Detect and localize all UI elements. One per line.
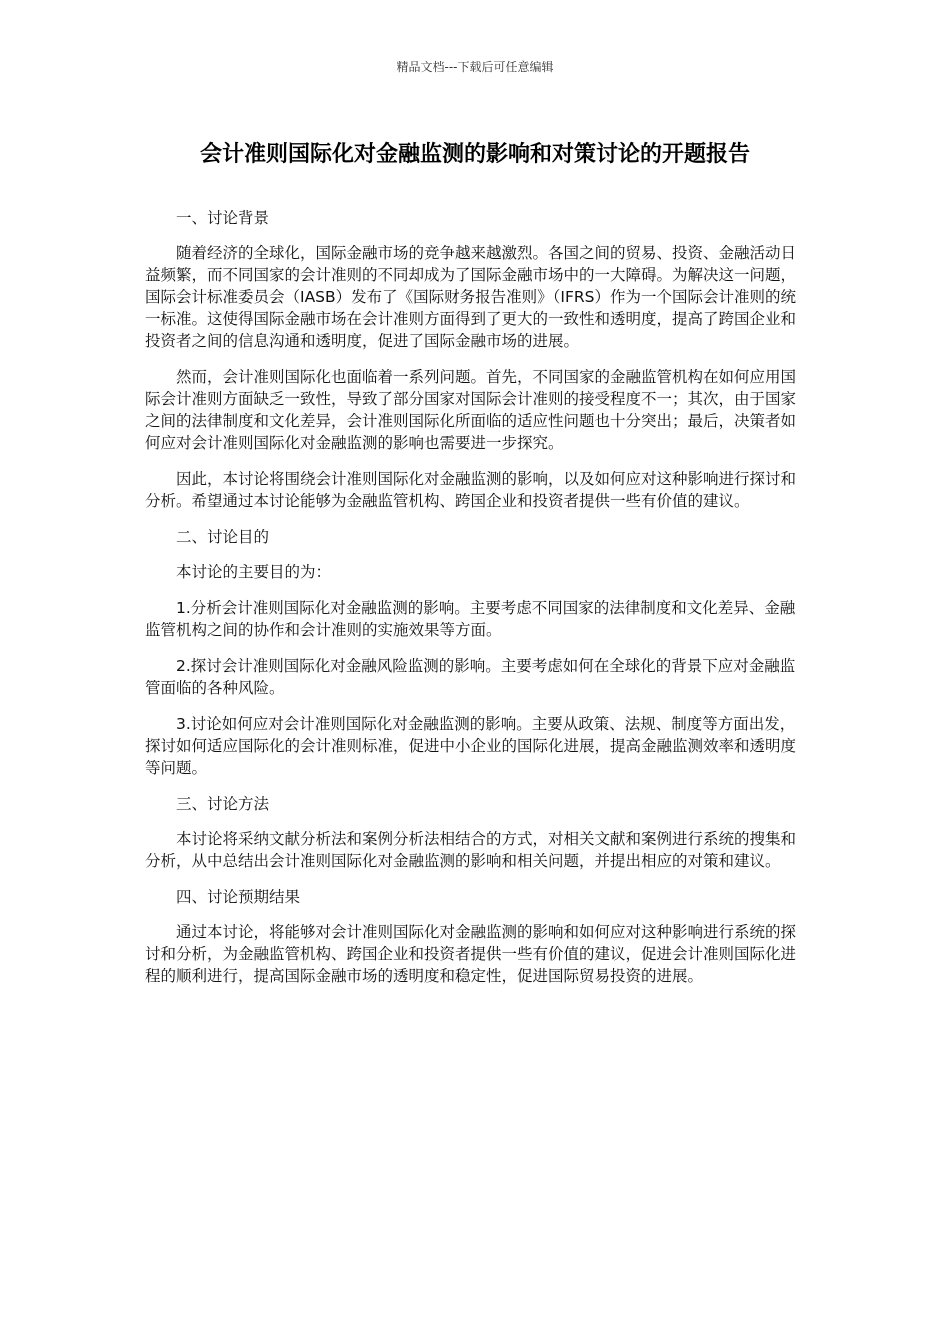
- page-header: 精品文档---下载后可任意编辑: [396, 60, 554, 74]
- paragraph: 本讨论的主要目的为：: [176, 563, 332, 581]
- document-title: 会计准则国际化对金融监测的影响和对策讨论的开题报告: [199, 142, 750, 167]
- list-item: 3.讨论如何应对会计准则国际化对金融监测的影响。主要从政策、法规、制度等方面出发，探讨如何适应国际化的会计准则标准，促进中小企业的国际化进展，提高金融监测效率和透明度等问题。: [145, 715, 797, 777]
- section-heading-purpose: 二、讨论目的: [176, 528, 270, 546]
- section-heading-background: 一、讨论背景: [176, 209, 270, 227]
- paragraph: 通过本讨论，将能够对会计准则国际化对金融监测的影响和如何应对这种影响进行系统的探讨和分析，为金融监管机构、跨国企业和投资者提供一些有价值的建议，促进会计准则国际化进程的顺利进行，提高国际金融市场的透明度和稳定性，促进国际贸易投资的进展。: [145, 923, 797, 985]
- paragraph: 然而，会计准则国际化也面临着一系列问题。首先，不同国家的金融监管机构在如何应用国际会计准则方面缺乏一致性，导致了部分国家对国际会计准则的接受程度不一；其次，由于国家之间的法律制度和文化差异，会计准则国际化所面临的适应性问题也十分突出；最后，决策者如何应对会计准则国际化对金融监测的影响也需要进一步探究。: [145, 368, 797, 452]
- document-body: [145, 207, 807, 1001]
- paragraph: 因此，本讨论将围绕会计准则国际化对金融监测的影响，以及如何应对这种影响进行探讨和分析。希望通过本讨论能够为金融监管机构、跨国企业和投资者提供一些有价值的建议。: [145, 470, 797, 510]
- section-heading-method: 三、讨论方法: [176, 795, 270, 813]
- section-heading-expected-results: 四、讨论预期结果: [176, 888, 301, 906]
- list-item: 2.探讨会计准则国际化对金融风险监测的影响。主要考虑如何在全球化的背景下应对金融监管面临的各种风险。: [145, 657, 796, 697]
- paragraph: 本讨论将采纳文献分析法和案例分析法相结合的方式，对相关文献和案例进行系统的搜集和分析，从中总结出会计准则国际化对金融监测的影响和相关问题，并提出相应的对策和建议。: [145, 830, 797, 870]
- list-item: 1.分析会计准则国际化对金融监测的影响。主要考虑不同国家的法律制度和文化差异、金融监管机构之间的协作和会计准则的实施效果等方面。: [145, 599, 796, 639]
- paragraph: 随着经济的全球化，国际金融市场的竞争越来越激烈。各国之间的贸易、投资、金融活动日益频繁，而不同国家的会计准则的不同却成为了国际金融市场中的一大障碍。为解决这一问题，国际会计标准委员会（IASB）发布了《国际财务报告准则》（IFRS）作为一个国际会计准则的统一标准。这使得国际金融市场在会计准则方面得到了更大的一致性和透明度，提高了跨国企业和投资者之间的信息沟通和透明度，促进了国际金融市场的进展。: [145, 244, 797, 350]
